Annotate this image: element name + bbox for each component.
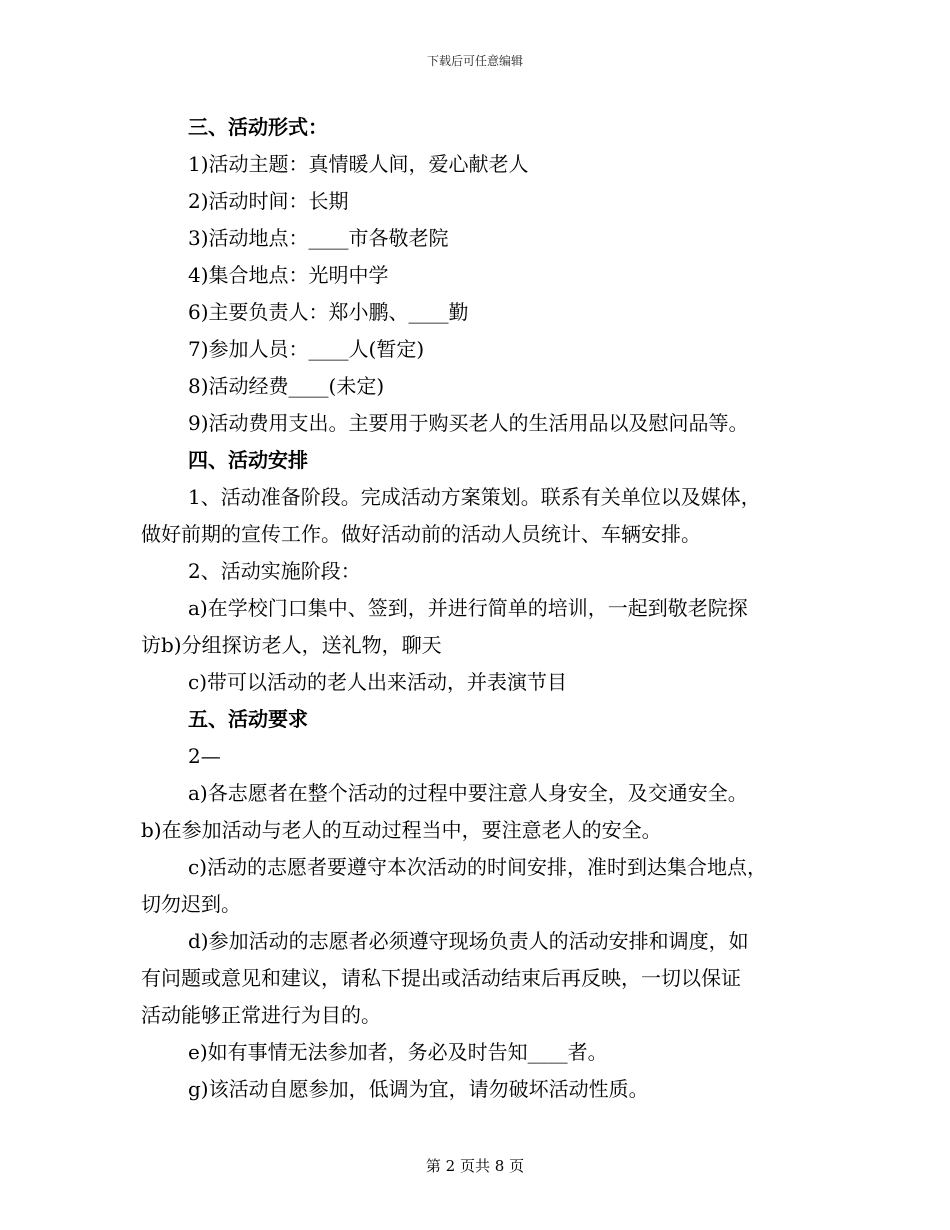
paragraph-line: 做好前期的宣传工作。做好活动前的活动人员统计、车辆安排。 bbox=[141, 522, 701, 546]
section-heading: 三、活动形式： bbox=[188, 115, 328, 139]
paragraph-line: c)活动的志愿者要遵守本次活动的时间安排，准时到达集合地点， bbox=[188, 855, 768, 879]
paragraph-line: 6)主要负责人：郑小鹏、____勤 bbox=[188, 300, 469, 324]
paragraph-line: 2)活动时间：长期 bbox=[188, 189, 349, 213]
paragraph-line: 活动能够正常进行为目的。 bbox=[141, 1003, 381, 1027]
paragraph-line: c)带可以活动的老人出来活动，并表演节目 bbox=[188, 670, 568, 694]
section-heading: 四、活动安排 bbox=[188, 448, 308, 472]
page-footer: 第 2 页共 8 页 bbox=[425, 1157, 525, 1175]
paragraph-line: 8)活动经费____(未定) bbox=[188, 374, 385, 398]
paragraph-line: 访b)分组探访老人，送礼物，聊天 bbox=[141, 633, 442, 657]
paragraph-line: 2— bbox=[188, 744, 221, 768]
paragraph-line: 有问题或意见和建议，请私下提出或活动结束后再反映，一切以保证 bbox=[141, 966, 741, 990]
section-heading: 五、活动要求 bbox=[188, 707, 308, 731]
paragraph-line: b)在参加活动与老人的互动过程当中，要注意老人的安全。 bbox=[141, 818, 662, 842]
paragraph-line: 3)活动地点：____市各敬老院 bbox=[188, 226, 449, 250]
paragraph-line: d)参加活动的志愿者必须遵守现场负责人的活动安排和调度，如 bbox=[188, 929, 749, 953]
page-header: 下载后可任意编辑 bbox=[426, 54, 523, 68]
paragraph-line: 2、活动实施阶段： bbox=[188, 559, 361, 583]
paragraph-line: 9)活动费用支出。主要用于购买老人的生活用品以及慰问品等。 bbox=[188, 411, 749, 435]
paragraph-line: 1、活动准备阶段。完成活动方案策划。联系有关单位以及媒体， bbox=[188, 485, 761, 509]
paragraph-line: 4)集合地点：光明中学 bbox=[188, 263, 389, 287]
paragraph-line: 1)活动主题：真情暖人间，爱心献老人 bbox=[188, 152, 529, 176]
paragraph-line: a)在学校门口集中、签到，并进行简单的培训，一起到敬老院探 bbox=[188, 596, 748, 620]
paragraph-line: e)如有事情无法参加者，务必及时告知____者。 bbox=[188, 1040, 608, 1064]
document-body bbox=[141, 109, 821, 1108]
paragraph-line: 切勿迟到。 bbox=[141, 892, 241, 916]
paragraph-line: a)各志愿者在整个活动的过程中要注意人身安全，及交通安全。 bbox=[188, 781, 748, 805]
paragraph-line: 7)参加人员：____人(暂定) bbox=[188, 337, 425, 361]
paragraph-line: g)该活动自愿参加，低调为宜，请勿破坏活动性质。 bbox=[188, 1077, 649, 1101]
